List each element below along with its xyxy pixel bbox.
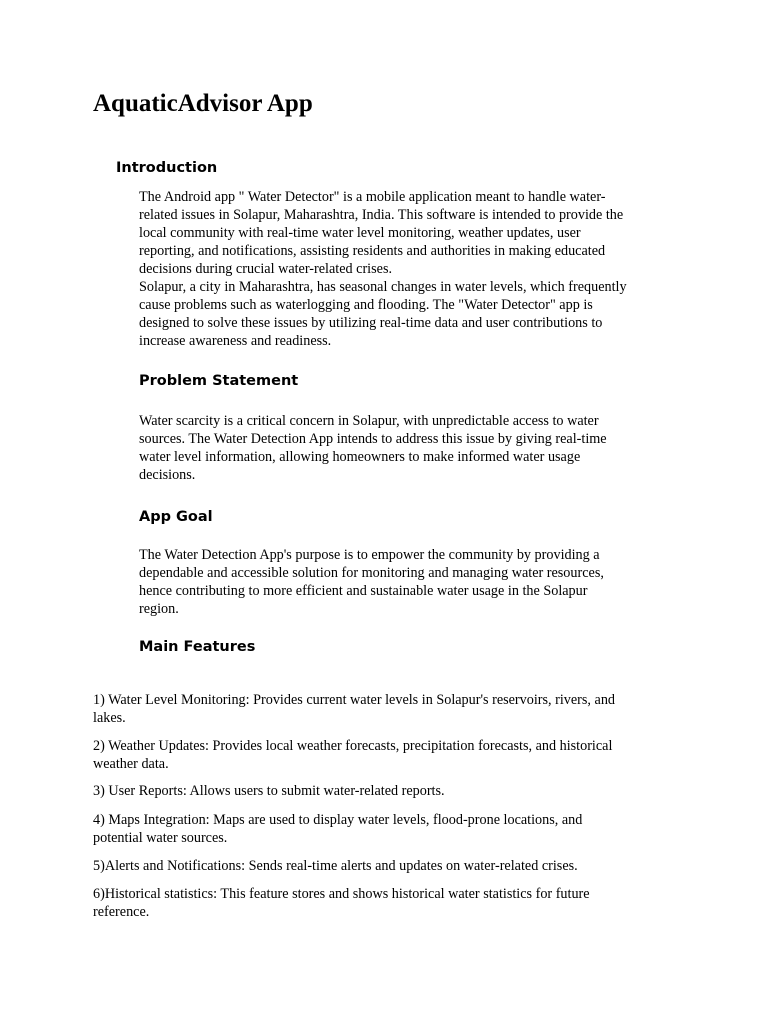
text-line: 5)Alerts and Notifications: Sends real-time alerts and updates on water-related crises.: [93, 858, 578, 874]
feature-item: [93, 782, 445, 800]
text-line: local community with real-time water level monitoring, weather updates, user: [139, 225, 581, 241]
document-title: AquaticAdvisor App: [93, 90, 313, 117]
feature-item: [93, 811, 582, 847]
text-line: potential water sources.: [93, 830, 228, 846]
introduction-heading: Introduction: [116, 160, 218, 176]
feature-item: [93, 737, 612, 773]
text-line: hence contributing to more efficient and sustainable water usage in the Solapur: [139, 583, 588, 599]
text-line: related issues in Solapur, Maharashtra, India. This software is intended to provide the: [139, 207, 624, 223]
text-line: reporting, and notifications, assisting residents and authorities in making educated: [139, 243, 606, 259]
feature-item: [93, 691, 615, 727]
text-line: decisions during crucial water-related crises.: [139, 261, 393, 277]
text-line: 6)Historical statistics: This feature stores and shows historical water statistics for future: [93, 886, 590, 902]
text-line: 2) Weather Updates: Provides local weather forecasts, precipitation forecasts, and historical: [93, 738, 613, 754]
text-line: sources. The Water Detection App intends to address this issue by giving real-time: [139, 431, 607, 447]
text-line: increase awareness and readiness.: [139, 333, 332, 349]
problem-statement-heading: Problem Statement: [139, 373, 299, 389]
text-line: 3) User Reports: Allows users to submit water-related reports.: [93, 783, 445, 799]
problem-statement-paragraph: [139, 412, 607, 484]
text-line: Solapur, a city in Maharashtra, has seasonal changes in water levels, which frequently: [139, 279, 627, 295]
text-line: 1) Water Level Monitoring: Provides current water levels in Solapur's reservoirs, rivers, and: [93, 692, 616, 708]
text-line: cause problems such as waterlogging and flooding. The "Water Detector" app is: [139, 297, 593, 313]
text-line: lakes.: [93, 710, 126, 726]
app-goal-heading: App Goal: [139, 509, 213, 525]
introduction-paragraph: [139, 188, 627, 350]
text-line: The Water Detection App's purpose is to empower the community by providing a: [139, 547, 600, 563]
text-line: water level information, allowing homeowners to make informed water usage: [139, 449, 581, 465]
text-line: The Android app " Water Detector" is a mobile application meant to handle water-: [139, 189, 606, 205]
main-features-heading: Main Features: [139, 639, 256, 655]
text-line: 4) Maps Integration: Maps are used to display water levels, flood-prone locations, and: [93, 812, 583, 828]
text-line: decisions.: [139, 467, 196, 483]
feature-item: [93, 857, 578, 875]
text-line: Water scarcity is a critical concern in Solapur, with unpredictable access to water: [139, 413, 599, 429]
app-goal-paragraph: [139, 546, 604, 618]
text-line: region.: [139, 601, 179, 617]
text-line: weather data.: [93, 756, 169, 772]
text-line: dependable and accessible solution for monitoring and managing water resources,: [139, 565, 604, 581]
feature-item: [93, 885, 590, 921]
text-line: reference.: [93, 904, 150, 920]
text-line: designed to solve these issues by utilizing real-time data and user contributions to: [139, 315, 603, 331]
